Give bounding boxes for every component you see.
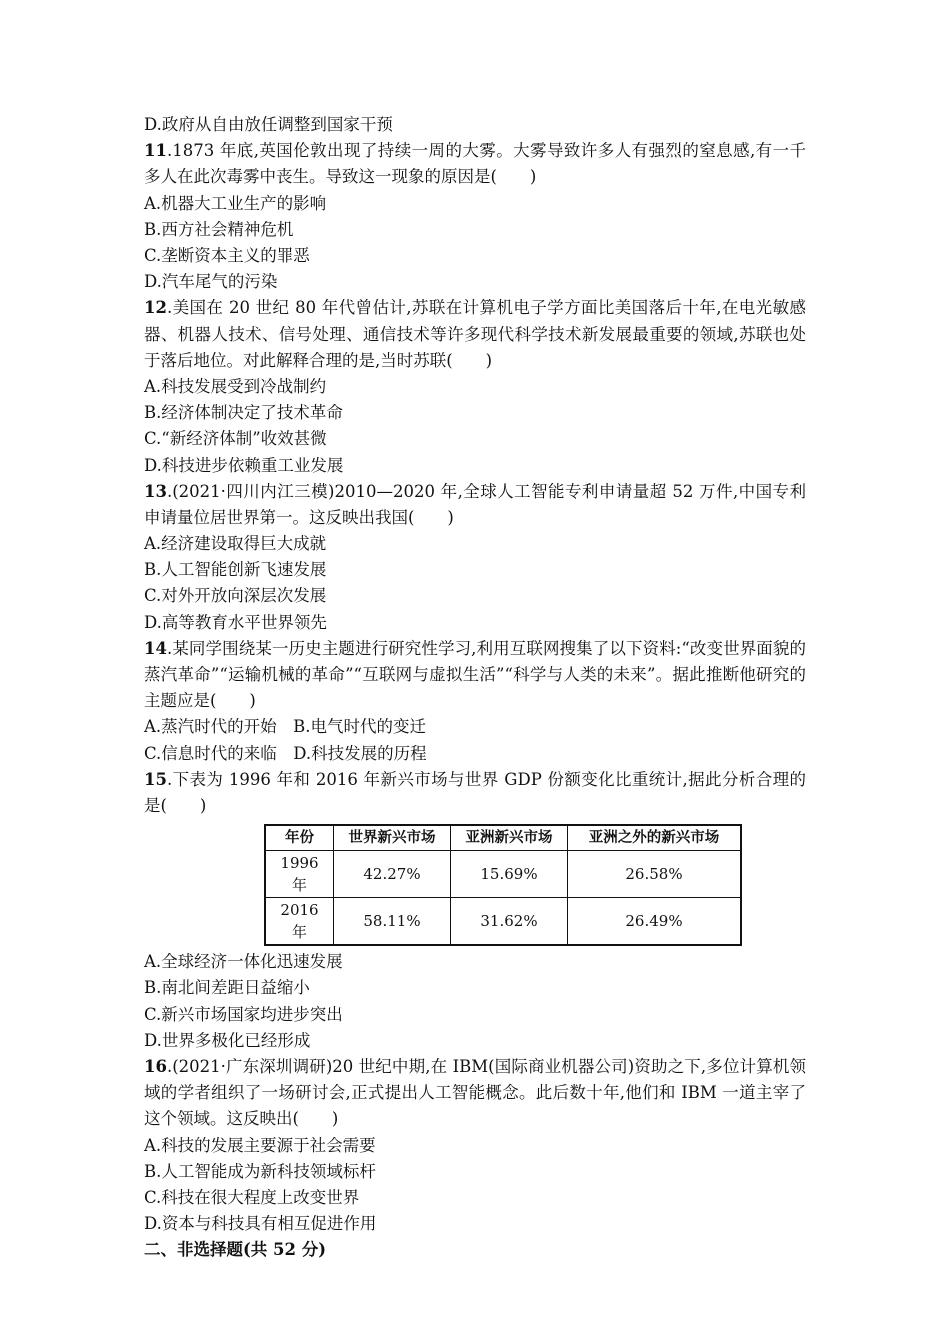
- table-row: [265, 851, 741, 898]
- gdp-share-table: [264, 824, 742, 946]
- q14-options-ab: A.蒸汽时代的开始 B.电气时代的变迁: [144, 717, 427, 737]
- table-header-row: [265, 825, 741, 851]
- table-cell: 42.27%: [334, 851, 451, 898]
- table-cell: 2016 年: [265, 898, 334, 946]
- q15-option-d: D.世界多极化已经形成: [144, 1030, 311, 1050]
- q11-option-c: C.垄断资本主义的罪恶: [144, 245, 310, 265]
- q14-number: 14: [144, 638, 167, 658]
- table-cell: 31.62%: [451, 898, 568, 946]
- q12-number: 12: [144, 298, 167, 318]
- q11-option-b: B.西方社会精神危机: [144, 219, 294, 239]
- table-cell: 1996 年: [265, 851, 334, 898]
- q11-stem: [144, 138, 806, 190]
- q16-option-d: D.资本与科技具有相互促进作用: [144, 1214, 377, 1234]
- table-header-cell: 亚洲之外的新兴市场: [568, 825, 742, 851]
- q13-option-c: C.对外开放向深层次发展: [144, 586, 327, 606]
- q15-option-b: B.南北间差距日益缩小: [144, 978, 310, 998]
- q13-stem: [144, 479, 806, 531]
- q15-table-wrapper: [144, 824, 806, 946]
- q11-option-d: D.汽车尾气的污染: [144, 272, 278, 292]
- q16-stem: [144, 1054, 806, 1133]
- q11-option-a: A.机器大工业生产的影响: [144, 193, 327, 213]
- q12-option-b: B.经济体制决定了技术革命: [144, 403, 343, 423]
- q14-text: .某同学围绕某一历史主题进行研究性学习,利用互联网搜集了以下资料:“改变世界面貌的蒸汽革命”“运输机械的革命”“互联网与虚拟生活”“科学与人类的未来”。据此推断他研究的主题应是( ): [144, 638, 806, 711]
- q12-option-a: A.科技发展受到冷战制约: [144, 376, 327, 396]
- exam-page: [144, 112, 806, 1264]
- q15-option-c: C.新兴市场国家均进步突出: [144, 1004, 343, 1024]
- q12-option-c: C.“新经济体制”收效甚微: [144, 429, 327, 449]
- q15-text: .下表为 1996 年和 2016 年新兴市场与世界 GDP 份额变化比重统计,据此分析合理的是( ): [144, 769, 806, 816]
- table-cell: 58.11%: [334, 898, 451, 946]
- q12-option-d: D.科技进步依赖重工业发展: [144, 455, 344, 475]
- table-cell: 26.58%: [568, 851, 742, 898]
- table-row: [265, 898, 741, 946]
- q13-text: .(2021·四川内江三模)2010—2020 年,全球人工智能专利申请量超 52 万件,中国专利申请量位居世界第一。这反映出我国( ): [144, 481, 806, 527]
- q10-option-d: D.政府从自由放任调整到国家干预: [144, 115, 393, 134]
- q11-text: .1873 年底,英国伦敦出现了持续一周的大雾。大雾导致许多人有强烈的窒息感,有一千多人在此次毒雾中丧生。导致这一现象的原因是( ): [144, 141, 806, 187]
- table-header-cell: 亚洲新兴市场: [451, 825, 568, 851]
- q15-stem: [144, 767, 806, 819]
- q15-number: 15: [144, 769, 167, 789]
- q14-stem: [144, 636, 806, 715]
- section-heading: 二、非选择题(共 52 分): [144, 1240, 327, 1260]
- q12-stem: [144, 295, 806, 374]
- q16-option-b: B.人工智能成为新科技领域标杆: [144, 1161, 376, 1181]
- q13-option-b: B.人工智能创新飞速发展: [144, 560, 327, 580]
- q16-number: 16: [144, 1057, 167, 1076]
- table-cell: 26.49%: [568, 898, 742, 946]
- q13-option-a: A.经济建设取得巨大成就: [144, 534, 327, 554]
- q15-option-a: A.全球经济一体化迅速发展: [144, 952, 343, 972]
- q13-option-d: D.高等教育水平世界领先: [144, 612, 327, 632]
- q13-number: 13: [144, 481, 167, 501]
- q12-text: .美国在 20 世纪 80 年代曾估计,苏联在计算机电子学方面比美国落后十年,在电光敏感器、机器人技术、信号处理、通信技术等许多现代科学技术新发展最重要的领域,苏联也处于落后地位。对此解释合理的是,当时苏联( ): [144, 298, 806, 370]
- table-cell: 15.69%: [451, 851, 568, 898]
- q14-options-cd: C.信息时代的来临 D.科技发展的历程: [144, 743, 427, 763]
- q16-option-c: C.科技在很大程度上改变世界: [144, 1187, 360, 1207]
- table-header-cell: 年份: [265, 825, 334, 851]
- q11-number: 11: [144, 141, 167, 161]
- table-header-cell: 世界新兴市场: [334, 825, 451, 851]
- q16-text: .(2021·广东深圳调研)20 世纪中期,在 IBM(国际商业机器公司)资助之下,多位计算机领域的学者组织了一场研讨会,正式提出人工智能概念。此后数十年,他们和 IBM 一道主宰了这个领域。这反映出( ): [144, 1057, 806, 1129]
- q16-option-a: A.科技的发展主要源于社会需要: [144, 1135, 376, 1155]
